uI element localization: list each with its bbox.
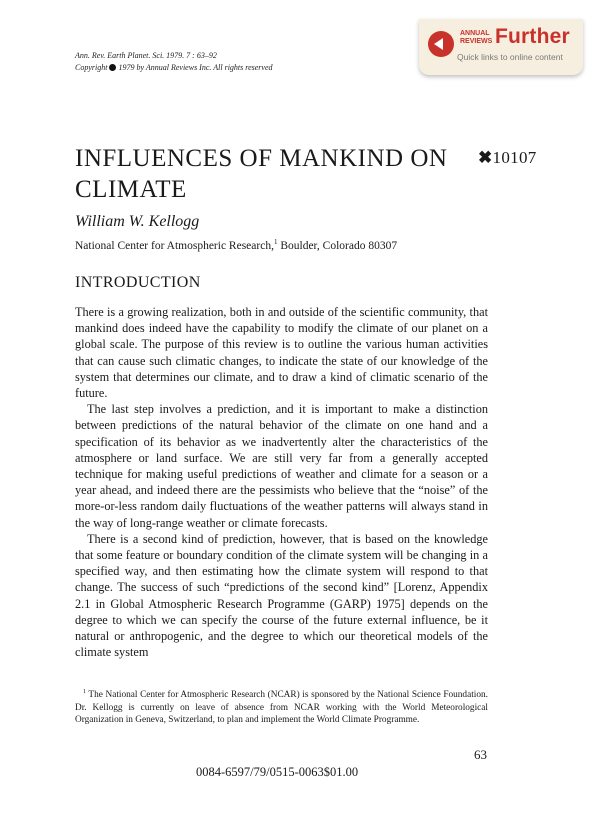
paragraph: There is a second kind of prediction, however, that is based on the knowledge that some feature or boundary condition of the climate system will be changing in a specified way, and then estimating how the climate system will respond to that change. The success of such “predictions of the second kind” [Lorenz, Appendix 2.1 in Global Atmospheric Research Programme (GARP) 1975] depends on the degree to which we can specify the course of the future external influence, be it natural or anthropogenic, and the degree to which our theoretical models of the climate system	[75, 531, 488, 660]
journal-citation-line2	[75, 62, 273, 74]
footnote	[75, 686, 488, 727]
quick-links-label: Quick links to online content	[457, 52, 563, 62]
back-arrow-icon	[428, 31, 454, 57]
footnote-paragraph	[75, 686, 488, 727]
author-name: William W. Kellogg	[75, 213, 200, 230]
journal-citation	[75, 50, 273, 74]
footnote-text: The National Center for Atmospheric Research (NCAR) is sponsored by the National Science Foundation. Dr. Kellogg is currently on leave of absence from NCAR working with the World Meteorological Organization in Geneva, Switzerland, to plan and implement the World Climate Programme.	[75, 690, 488, 726]
paragraph: The last step involves a prediction, and it is important to make a distinction between predictions of the natural behavior of the climate on one hand and a specification of its behavior as we inadvertently alter the characteristics of the atmosphere or land surface. We are still very far from a generally accepted technique for making useful predictions of weather and climate for a season or a year ahead, and indeed there are the pessimists who believe that the “noise” of the more-or-less random daily fluctuations of the weather patterns will always stand in the way of long-range weather or climate forecasts.	[75, 402, 488, 530]
footnote-marker: 1	[83, 689, 86, 695]
copyright-label: Copyright	[75, 63, 108, 72]
further-reading-badge[interactable]	[419, 19, 583, 75]
further-label: Further	[495, 25, 570, 48]
document-mark-icon: ✖	[478, 148, 493, 167]
affiliation-footnote-marker: 1	[273, 238, 278, 246]
document-number	[478, 148, 537, 168]
document-number-text: 10107	[492, 148, 537, 167]
body-text	[75, 304, 488, 660]
copyright-text: 1979 by Annual Reviews Inc. All rights reserved	[118, 63, 273, 72]
annual-reviews-logo	[460, 30, 493, 46]
section-heading: INTRODUCTION	[75, 274, 201, 291]
author-affiliation	[75, 238, 397, 252]
page-number: 63	[474, 747, 487, 762]
affiliation-location: Boulder, Colorado 80307	[277, 239, 398, 252]
paragraph: There is a growing realization, both in and outside of the scientific community, that mankind does indeed have the capability to modify the climate of our planet on a global scale. The purpose of this review is to outline the various human activities that can cause such climatic changes, to indicate the state of our knowledge of the system that determines our climate, and to draw a kind of climatic scenario of the future.	[75, 305, 488, 401]
journal-citation-line1: Ann. Rev. Earth Planet. Sci. 1979. 7 : 63–92	[75, 51, 217, 60]
affiliation-text: National Center for Atmospheric Research,	[75, 239, 274, 252]
price-code: 0084-6597/79/0515-0063$01.00	[196, 765, 359, 779]
article-title: INFLUENCES OF MANKIND ON CLIMATE	[75, 145, 448, 203]
logo-reviews-text: REVIEWS	[460, 38, 493, 45]
logo-annual-text: ANNUAL	[460, 30, 490, 37]
copyright-symbol-icon	[109, 64, 116, 71]
